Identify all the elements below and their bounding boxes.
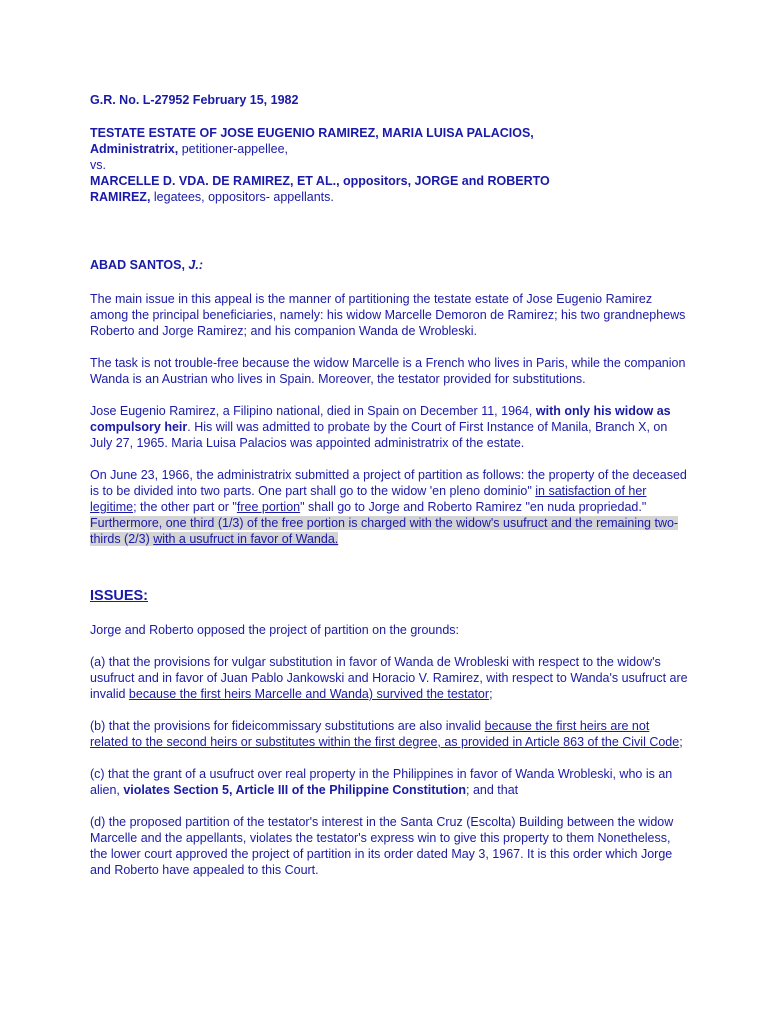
- issue-b-text: (b) that the provisions for fideicommissary substitutions are also invalid: [90, 719, 485, 733]
- ponente: [90, 257, 690, 273]
- paragraph-facts: [90, 403, 690, 451]
- case-title: TESTATE ESTATE OF JOSE EUGENIO RAMIREZ, MARIA LUISA PALACIOS,: [90, 126, 534, 140]
- case-number: G.R. No. L-27952 February 15, 1982: [90, 93, 299, 107]
- issue-c-text: (c) that the grant of a usufruct over real property in the Philippines in favor of Wanda Wrobleski, who is an alien,: [90, 767, 673, 797]
- issue-a: [90, 654, 690, 702]
- issues-intro: Jorge and Roberto opposed the project of partition on the grounds:: [90, 623, 460, 637]
- paragraph-task: The task is not trouble-free because the widow Marcelle is a French who lives in Paris, while the companion Wanda is an Austrian who lives in Spain. Moreover, the testator provided for substitutions.: [90, 356, 686, 386]
- administratrix-label: Administratrix,: [90, 142, 179, 156]
- issue-b-end: ;: [679, 735, 683, 749]
- ponente-suffix: J.:: [188, 258, 203, 272]
- partition-text-1: On June 23, 1966, the administratrix submitted a project of partition as follows: the property of the deceased is to be divided into two parts. One part shall go to the widow 'en pleno dominio": [90, 468, 687, 498]
- partition-text-3: " shall go to Jorge and Roberto Ramirez "en nuda propriedad.": [300, 500, 647, 514]
- petitioner-role: petitioner-appellee,: [178, 142, 289, 156]
- issue-a-end: ;: [489, 687, 493, 701]
- oppositors-cont: RAMIREZ,: [90, 190, 151, 204]
- issue-a-underline: because the first heirs Marcelle and Wanda) survived the testator: [128, 687, 490, 701]
- appellant-role: legatees, oppositors- appellants.: [150, 190, 334, 204]
- facts-text-1: Jose Eugenio Ramirez, a Filipino national, died in Spain on December 11, 1964,: [90, 404, 536, 418]
- issue-b-underline: because the first heirs are not related to the second heirs or substitutes within the first degree, as provided in Article 863 of the Civil Code: [90, 719, 680, 749]
- case-parties: [90, 125, 690, 205]
- issue-d: (d) the proposed partition of the testator's interest in the Santa Cruz (Escolta) Building between the widow Marcelle and the appellants, violates the testator's express win to give this property to them Nonetheless, the lower court approved the project of partition in its order dated May 3, 1967. It is this order which Jorge and Roberto have appealed to this Court.: [90, 815, 674, 877]
- partition-underline-legitime: in satisfaction of her legitime: [90, 484, 647, 514]
- issue-c: [90, 766, 690, 798]
- issues-heading: ISSUES:: [90, 588, 149, 604]
- partition-highlight: Furthermore, one third (1/3) of the free portion is charged with the widow's usufruct and the remaining two-thirds (2/3): [90, 516, 679, 546]
- partition-text-2: ; the other part or ": [133, 500, 237, 514]
- issue-c-end: ; and that: [466, 783, 519, 797]
- facts-text-2: . His will was admitted to probate by the Court of First Instance of Manila, Branch X, on July 27, 1965. Maria Luisa Palacios was appointed administratrix of the estate.: [90, 420, 668, 450]
- versus: vs.: [90, 158, 106, 172]
- paragraph-partition: [90, 467, 690, 547]
- document-page: [90, 92, 690, 894]
- issue-b: [90, 718, 690, 750]
- partition-highlight-underline: with a usufruct in favor of Wanda.: [153, 532, 339, 546]
- partition-underline-free-portion: free portion: [236, 500, 301, 514]
- issue-c-bold: violates Section 5, Article III of the Philippine Constitution: [123, 783, 466, 797]
- ponente-name: ABAD SANTOS,: [90, 258, 185, 272]
- paragraph-main-issue: The main issue in this appeal is the manner of partitioning the testate estate of Jose Eugenio Ramirez among the principal beneficiaries, namely: his widow Marcelle Demoron de Ramirez; his two grandnephews Roberto and Jorge Ramirez; and his companion Wanda de Wrobleski.: [90, 292, 686, 338]
- issue-a-text: (a) that the provisions for vulgar substitution in favor of Wanda de Wrobleski with respect to the widow's usufruct and in favor of Juan Pablo Jankowski and Horacio V. Ramirez, with respect to Wanda's usufruct are invalid: [90, 655, 688, 701]
- facts-bold: with only his widow as compulsory heir: [90, 404, 671, 434]
- oppositors: MARCELLE D. VDA. DE RAMIREZ, ET AL., oppositors, JORGE and ROBERTO: [90, 174, 550, 188]
